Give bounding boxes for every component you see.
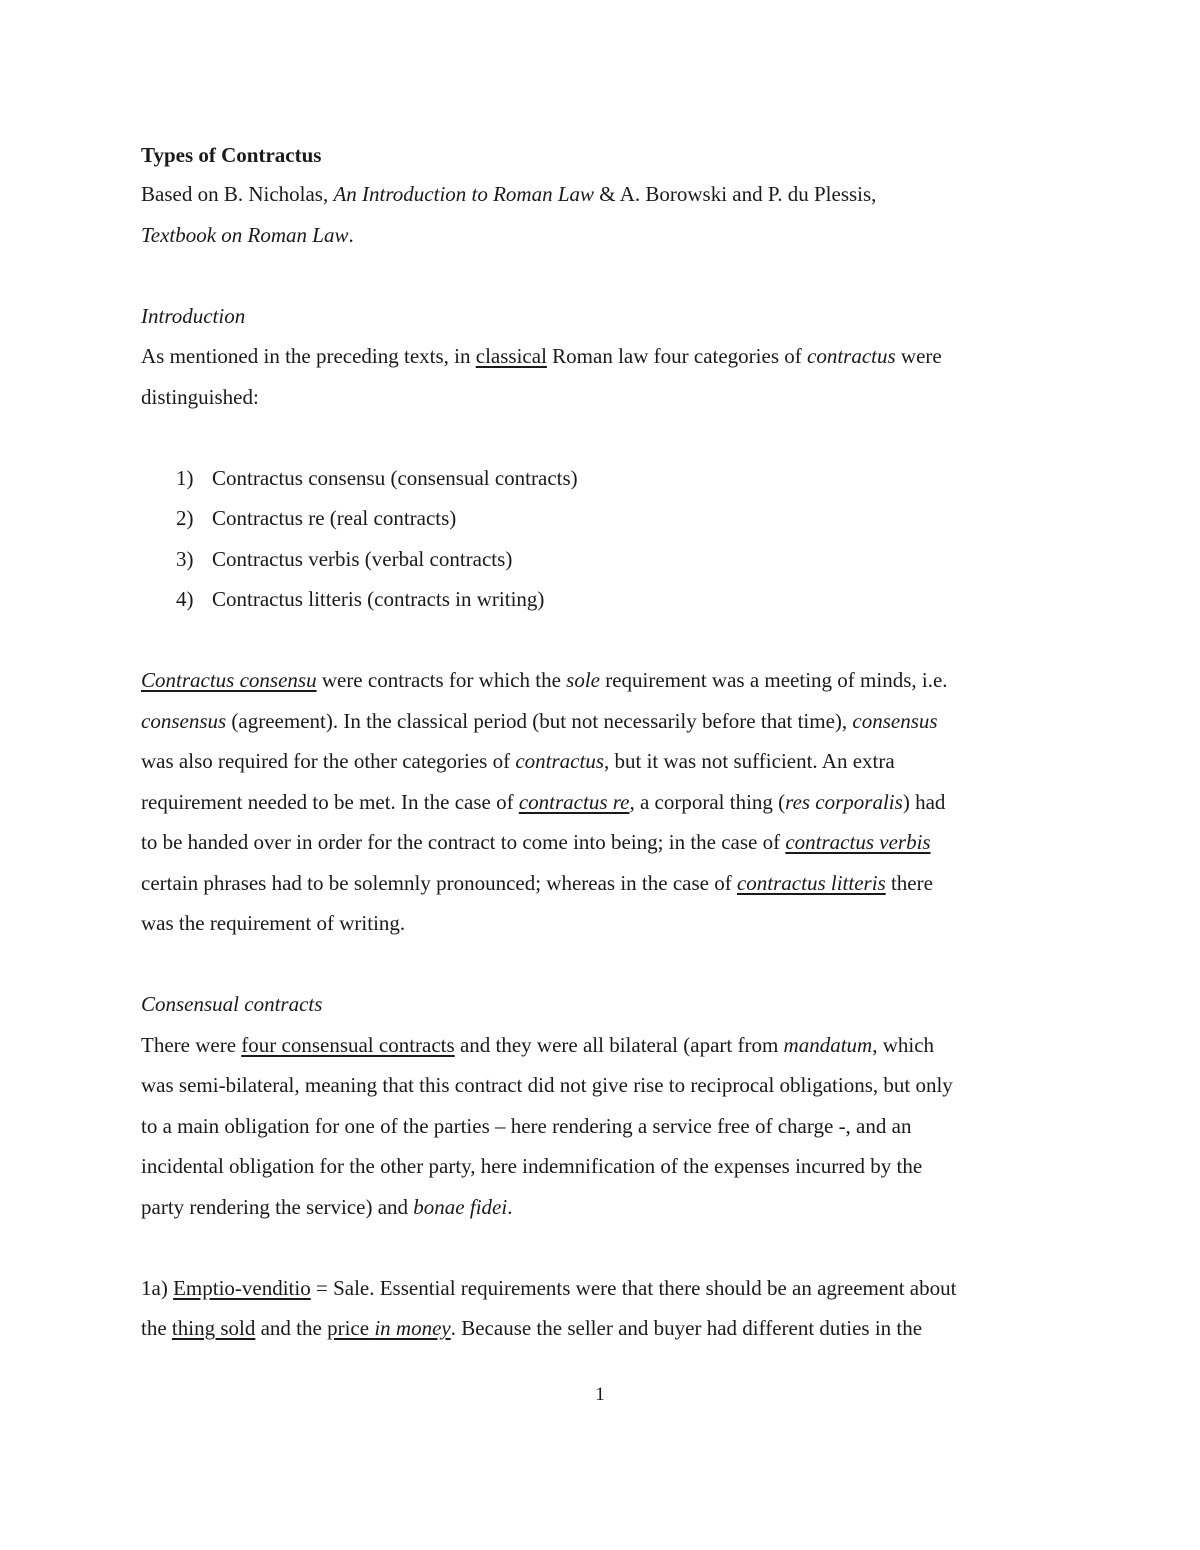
- intro-paragraph: [141, 336, 1081, 417]
- list-number: 1): [176, 465, 194, 490]
- source-book-1: An Introduction to Roman Law: [333, 182, 595, 206]
- text: requirement needed to be met. In the case of: [141, 789, 519, 814]
- text: price: [327, 1316, 370, 1340]
- underlined-term: classical: [475, 344, 547, 368]
- text: to a main obligation for one of the parties – here rendering a service free of charge -, and an: [141, 1113, 912, 1138]
- consensu-paragraph: [141, 660, 1081, 944]
- document-body: [141, 136, 1081, 1349]
- spacer: [141, 944, 1081, 985]
- text: , a corporal thing (: [629, 789, 786, 814]
- underlined-term: contractus litteris: [736, 870, 886, 895]
- text: requirement was a meeting of minds, i.e.: [599, 668, 948, 692]
- spacer: [141, 255, 1081, 296]
- document-title: Types of Contractus: [141, 143, 322, 167]
- text: were contracts for which the: [316, 668, 567, 692]
- section-heading-introduction: Introduction: [141, 303, 246, 328]
- source-reference: [141, 174, 1081, 255]
- italic-term: contractus: [807, 344, 896, 368]
- text: There were: [141, 1032, 242, 1057]
- page-number: 1: [595, 1384, 605, 1405]
- text: were: [895, 344, 942, 368]
- text: . Because the seller and buyer had different duties in the: [450, 1316, 923, 1340]
- text: was the requirement of writing.: [141, 911, 406, 935]
- text: and the: [255, 1316, 328, 1340]
- spacer: [141, 620, 1081, 661]
- text: certain phrases had to be solemnly pronounced; whereas in the case of: [141, 870, 737, 895]
- section-heading-consensual: Consensual contracts: [141, 992, 323, 1016]
- underlined-term: Contractus consensu: [141, 668, 317, 692]
- text: 1a): [141, 1275, 174, 1300]
- text: = Sale. Essential requirements were that there should be an agreement about: [310, 1275, 957, 1300]
- text: party rendering the service) and: [141, 1194, 414, 1219]
- text: and they were all bilateral (apart from: [454, 1032, 784, 1057]
- list-text: Contractus consensu (consensual contracts): [212, 465, 578, 490]
- spacer: [141, 417, 1081, 458]
- sale-paragraph: [141, 1268, 1081, 1349]
- underlined-term: [327, 1316, 451, 1340]
- text: incidental obligation for the other party, here indemnification of the expenses incurred by the: [141, 1154, 923, 1178]
- spacer: [141, 1227, 1081, 1268]
- list-item: [141, 498, 1081, 539]
- text: was also required for the other categories of: [141, 749, 516, 773]
- list-item: [141, 539, 1081, 580]
- list-item: [141, 458, 1081, 499]
- text: , but it was not sufficient. An extra: [604, 749, 895, 773]
- text: the: [141, 1316, 172, 1340]
- underlined-term: contractus verbis: [785, 830, 931, 854]
- consensual-paragraph: [141, 1025, 1081, 1228]
- text: .: [507, 1194, 513, 1219]
- text: to be handed over in order for the contract to come into being; in the case of: [141, 830, 786, 854]
- list-text: Contractus verbis (verbal contracts): [212, 546, 513, 571]
- underlined-term: Emptio-venditio: [173, 1275, 311, 1300]
- source-book-2: Textbook on Roman Law: [141, 222, 349, 247]
- text: , which: [872, 1032, 935, 1057]
- text: there: [885, 870, 933, 895]
- text: distinguished:: [141, 384, 259, 409]
- italic-term: consensus: [141, 708, 227, 733]
- list-item: [141, 579, 1081, 620]
- underlined-term: contractus re: [518, 789, 630, 814]
- list-number: 4): [176, 587, 194, 611]
- text: was semi-bilateral, meaning that this contract did not give rise to reciprocal obligations, but only: [141, 1073, 953, 1097]
- list-text: Contractus re (real contracts): [212, 506, 457, 530]
- italic-term: res corporalis: [785, 789, 903, 814]
- italic-term: bonae fidei: [413, 1194, 508, 1219]
- italic-term: mandatum: [783, 1032, 873, 1057]
- source-text: .: [348, 222, 354, 247]
- list-text: Contractus litteris (contracts in writing): [212, 587, 545, 611]
- list-number: 3): [176, 546, 194, 571]
- text: ) had: [902, 789, 946, 814]
- text: (agreement). In the classical period (but not necessarily before that time),: [226, 708, 853, 733]
- source-text: Based on B. Nicholas,: [141, 182, 334, 206]
- italic-term: sole: [566, 668, 600, 692]
- list-number: 2): [176, 506, 194, 530]
- contract-categories-list: [141, 458, 1081, 620]
- underlined-term: four consensual contracts: [241, 1032, 455, 1057]
- source-text: & A. Borowski and P. du Plessis,: [594, 182, 877, 206]
- italic-term: in money: [374, 1316, 451, 1340]
- text: Roman law four categories of: [546, 344, 807, 368]
- italic-term: contractus: [515, 749, 605, 773]
- text: As mentioned in the preceding texts, in: [141, 344, 476, 368]
- underlined-term: thing sold: [171, 1316, 256, 1340]
- italic-term: consensus: [852, 708, 938, 733]
